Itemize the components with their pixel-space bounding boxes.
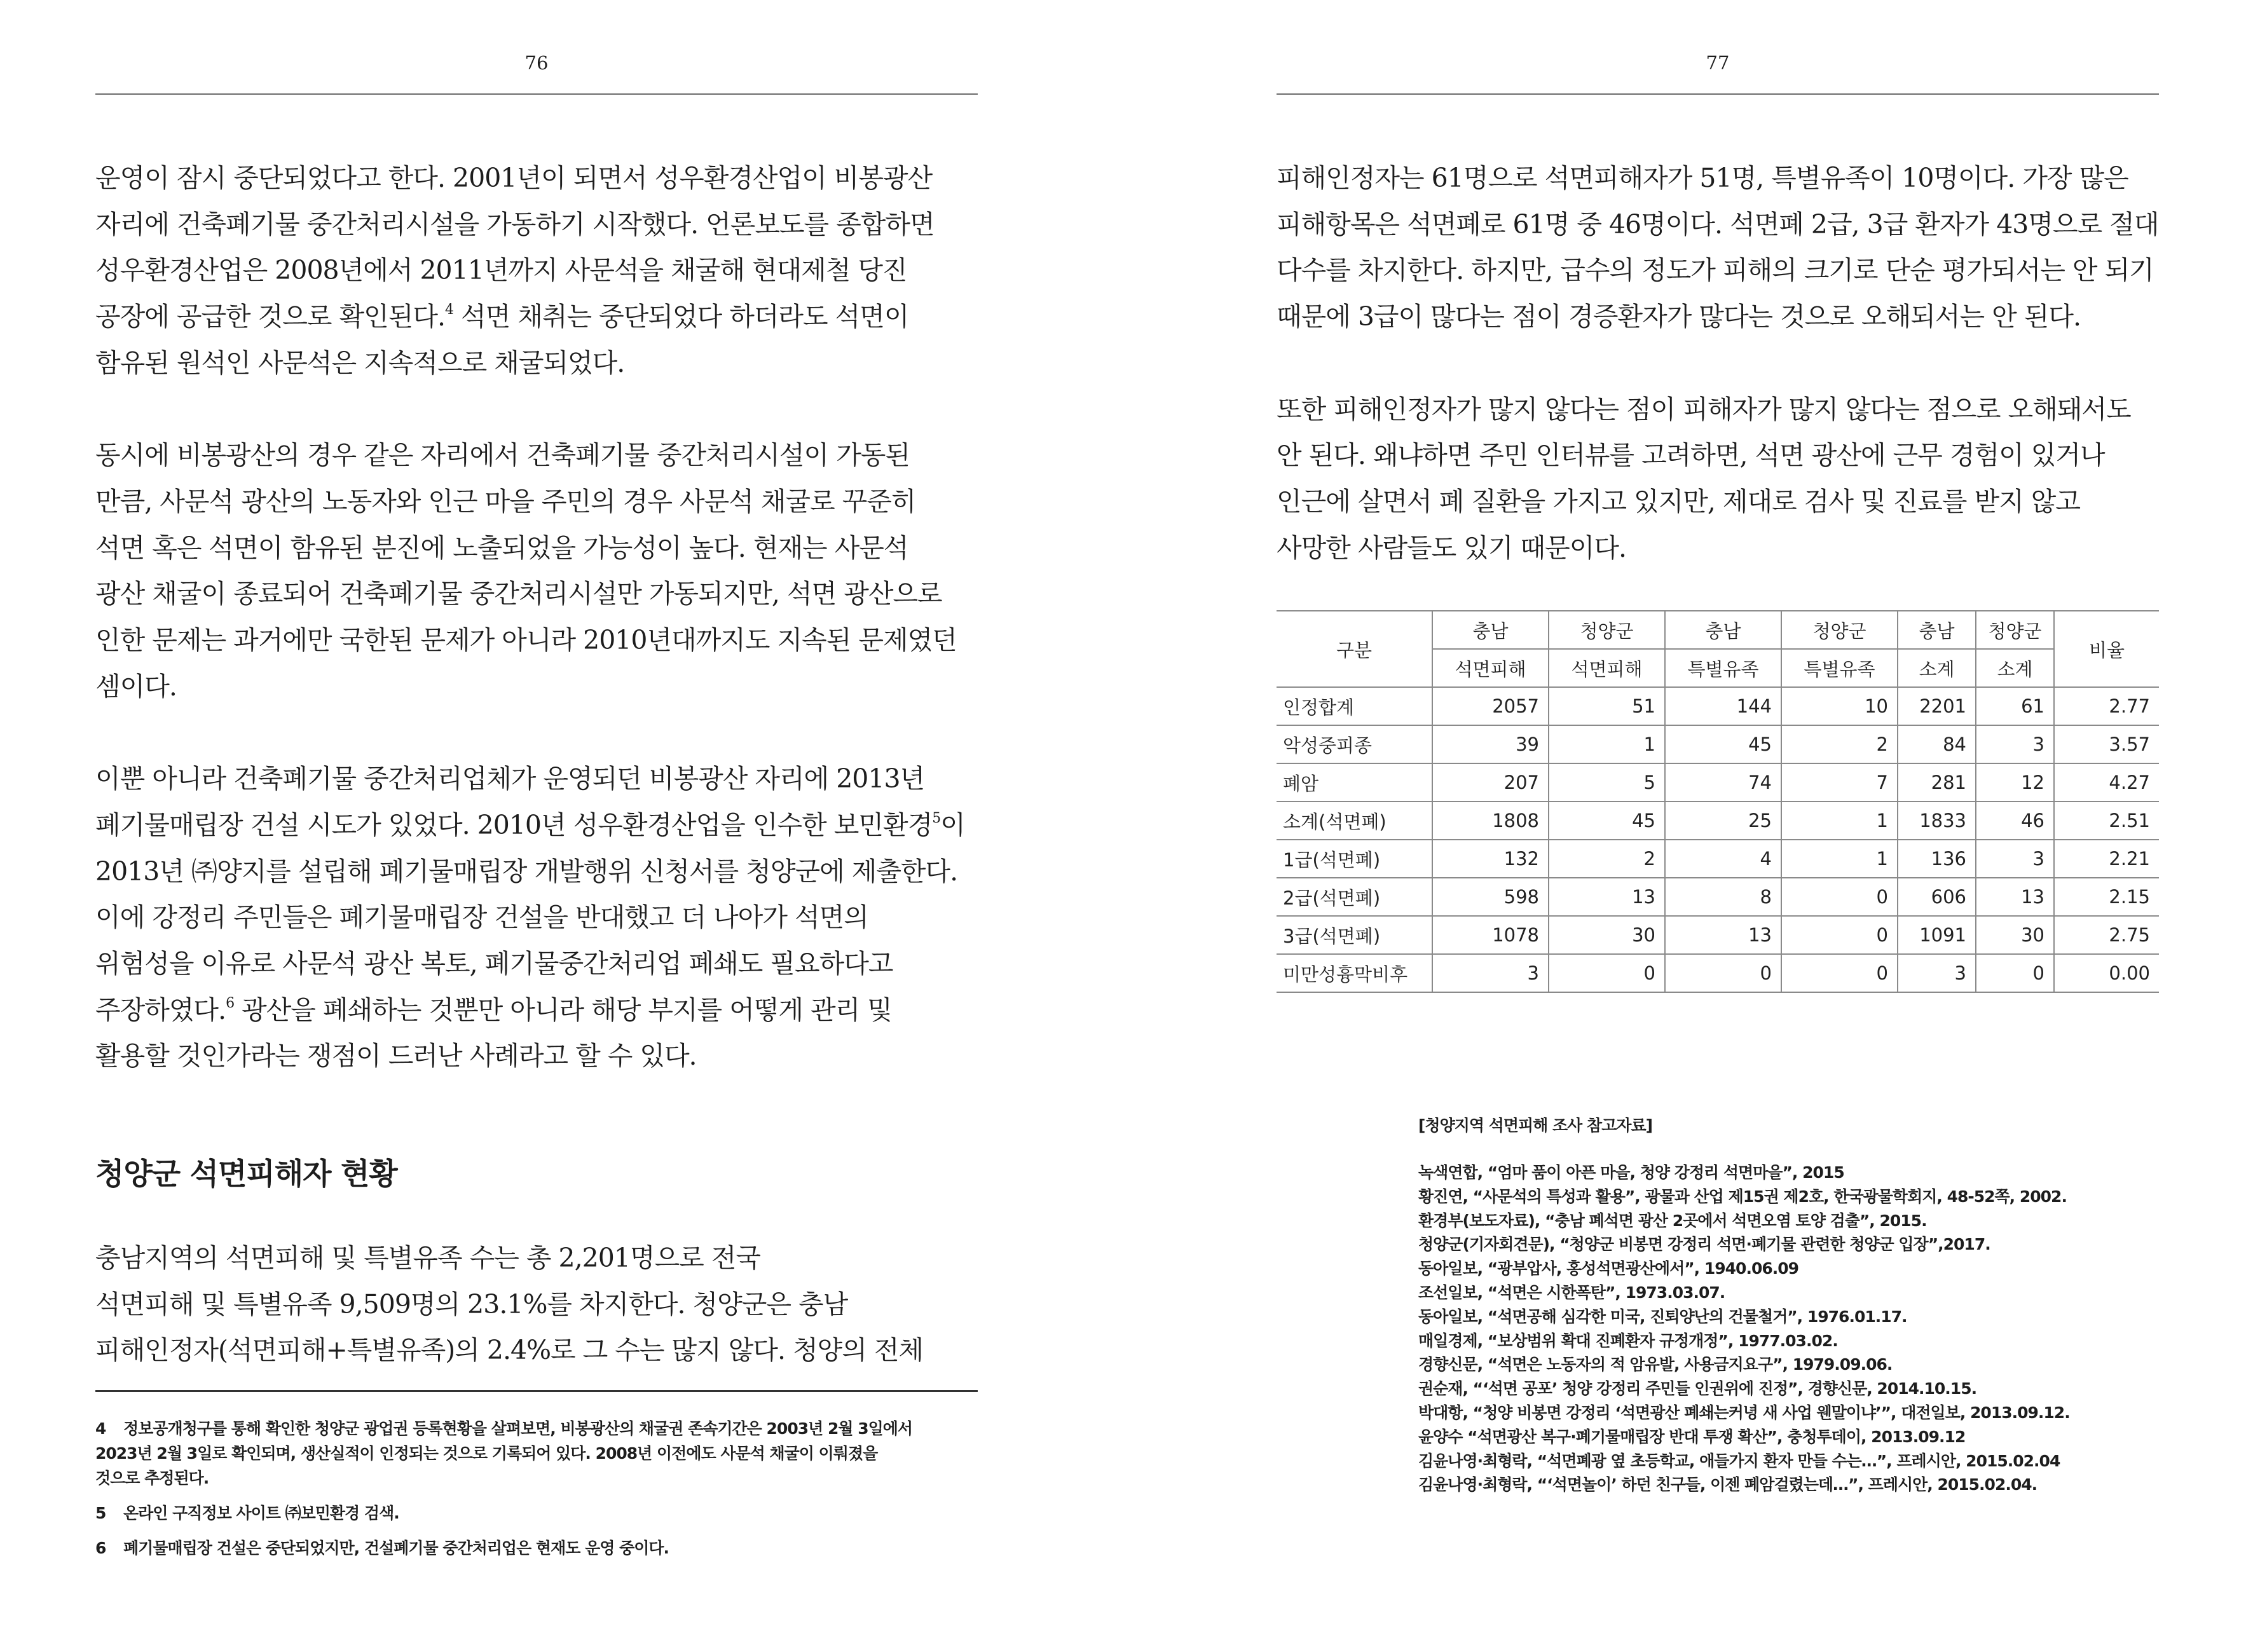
- text-line: 인근에 살면서 폐 질환을 가지고 있지만, 제대로 검사 및 진료를 받지 않고: [1277, 486, 2080, 517]
- table-cell: 2201: [1898, 687, 1976, 725]
- reference-item: 동아일보, “석면공해 심각한 미국, 진퇴양난의 건물철거”, 1976.01.17.: [1418, 1307, 1907, 1326]
- table-cell: 2.15: [2054, 878, 2159, 916]
- footnote-rule: [95, 1390, 978, 1392]
- footnote-number: 6: [95, 1539, 106, 1557]
- page-number: 77: [1706, 52, 1730, 74]
- table-cell: 1078: [1432, 916, 1549, 954]
- column-subheader: 소계: [1976, 649, 2054, 687]
- table-cell: 598: [1432, 878, 1549, 916]
- text-line: 2013년 ㈜양지를 설립해 폐기물매립장 개발행위 신청서를 청양군에 제출한다.: [95, 856, 958, 887]
- text-line: 성우환경산업은 2008년에서 2011년까지 사문석을 채굴해 현대제철 당진: [95, 255, 907, 286]
- footnote-number: 4: [95, 1419, 106, 1438]
- text-line: 주장하였다.$^6$ 광산을 폐쇄하는 것뿐만 아니라 해당 부지를 어떻게 관리 및: [95, 994, 892, 1025]
- table-corner-header: 구분: [1277, 611, 1432, 687]
- footnote: [95, 1501, 985, 1526]
- table-cell: 0.00: [2054, 954, 2159, 992]
- column-header: 청양군: [1549, 611, 1665, 649]
- footnote-marker: 5: [932, 810, 941, 826]
- table-cell: 3: [1432, 954, 1549, 992]
- footnote: [95, 1416, 985, 1491]
- table-cell: 0: [1781, 916, 1898, 954]
- references-block: [1418, 1114, 2070, 1497]
- text-line: 때문에 3급이 많다는 점이 경증환자가 많다는 것으로 오해되서는 안 된다.: [1277, 301, 2081, 332]
- text-line: 피해인정자는 61명으로 석면피해자가 51명, 특별유족이 10명이다. 가장 많은: [1277, 163, 2128, 193]
- table-cell: 1: [1781, 802, 1898, 840]
- column-header: 청양군: [1781, 611, 1898, 649]
- reference-item: 환경부(보도자료), “충남 폐석면 광산 2곳에서 석면오염 토양 검출”, 2015.: [1418, 1211, 1927, 1230]
- text-line: 이뿐 아니라 건축폐기물 중간처리업체가 운영되던 비봉광산 자리에 2013년: [95, 763, 925, 795]
- table-row: [1277, 763, 2159, 802]
- text-line: 활용할 것인가라는 쟁점이 드러난 사례라고 할 수 있다.: [95, 1041, 697, 1072]
- footnote-marker: 6: [226, 995, 235, 1011]
- table-row: [1277, 954, 2159, 992]
- table-cell: 45: [1549, 802, 1665, 840]
- section-heading: 청양군 석면피해자 현황: [95, 1157, 397, 1192]
- table-cell: 5: [1549, 763, 1665, 802]
- text-line: 또한 피해인정자가 많지 않다는 점이 피해자가 많지 않다는 점으로 오해돼서도: [1277, 393, 2131, 425]
- column-header: 충남: [1432, 611, 1549, 649]
- reference-item: 박대항, “청양 비봉면 강정리 ‘석면광산 폐쇄는커녕 새 사업 웬말이냐’”, 대전일보, 2013.09.12.: [1418, 1403, 2070, 1422]
- footnote-text: 2023년 2월 3일로 확인되며, 생산실적이 인정되는 것으로 기록되어 있다. 2008년 이전에도 사문석 채굴이 이뤄졌을: [95, 1444, 878, 1463]
- table-cell: 2: [1549, 840, 1665, 878]
- table-cell: 1808: [1432, 802, 1549, 840]
- column-subheader: 특별유족: [1781, 649, 1898, 687]
- table-cell: 25: [1665, 802, 1781, 840]
- table-cell: 46: [1976, 802, 2054, 840]
- reference-item: 권순재, “‘석면 공포’ 청양 강정리 주민들 인권위에 진정”, 경향신문, 2014.10.15.: [1418, 1379, 1977, 1398]
- row-label: 인정합계: [1277, 687, 1432, 725]
- row-label: 악성중피종: [1277, 725, 1432, 763]
- table-cell: 0: [1781, 954, 1898, 992]
- text-line: 석면 혹은 석면이 함유된 분진에 노출되었을 가능성이 높다. 현재는 사문석: [95, 532, 908, 563]
- reference-item: 김윤나영·최형락, “석면폐광 옆 초등학교, 애들가지 환자 만들 수는…”, 프레시안, 2015.02.04: [1418, 1451, 2060, 1470]
- table-cell: 3: [1976, 725, 2054, 763]
- table-cell: 30: [1976, 916, 2054, 954]
- text-line: 위험성을 이유로 사문석 광산 복토, 폐기물중간처리업 폐쇄도 필요하다고: [95, 948, 893, 979]
- table-cell: 30: [1549, 916, 1665, 954]
- table-cell: 3: [1976, 840, 2054, 878]
- text-line: 석면피해 및 특별유족 9,509명의 23.1%를 차지한다. 청양군은 충남: [95, 1288, 848, 1320]
- text-line: 폐기물매립장 건설 시도가 있었다. 2010년 성우환경산업을 인수한 보민환경$^5$이: [95, 809, 965, 840]
- table-cell: 1: [1781, 840, 1898, 878]
- column-header: 충남: [1665, 611, 1781, 649]
- table-body: [1277, 687, 2159, 992]
- footnote-text: 것으로 추정된다.: [95, 1469, 209, 1487]
- table-cell: 7: [1781, 763, 1898, 802]
- text-line: 안 된다. 왜냐하면 주민 인터뷰를 고려하면, 석면 광산에 근무 경험이 있거나: [1277, 440, 2105, 471]
- table-cell: 2: [1781, 725, 1898, 763]
- text-line: 사망한 사람들도 있기 때문이다.: [1277, 532, 1627, 563]
- reference-item: 김윤나영·최형락, “‘석면놀이’ 하던 친구들, 이젠 폐암걸렸는데…”, 프레시안, 2015.02.04.: [1418, 1475, 2037, 1494]
- table-cell: 8: [1665, 878, 1781, 916]
- text-line: 충남지역의 석면피해 및 특별유족 수는 총 2,201명으로 전국: [95, 1243, 760, 1273]
- text-line: 피해항목은 석면폐로 61명 중 46명이다. 석면폐 2급, 3급 환자가 43명으로 절대: [1277, 208, 2159, 240]
- body-text-block: [95, 1235, 978, 1374]
- table-row: [1277, 878, 2159, 916]
- row-label: 1급(석면폐): [1277, 840, 1432, 878]
- footnotes: [95, 1416, 985, 1571]
- text-line: 피해인정자(석면피해+특별유족)의 2.4%로 그 수는 많지 않다. 청양의 전체: [95, 1335, 924, 1366]
- table-cell: 51: [1549, 687, 1665, 725]
- text-line: 자리에 건축폐기물 중간처리시설을 가동하기 시작했다. 언론보도를 종합하면: [95, 208, 935, 240]
- text-line: 셈이다.: [95, 671, 177, 702]
- reference-item: 녹색연합, “엄마 품이 아픈 마을, 청양 강정리 석면마을”, 2015: [1418, 1163, 1844, 1182]
- footnote-text: 폐기물매립장 건설은 중단되었지만, 건설폐기물 중간처리업은 현재도 운영 중이다.: [123, 1539, 669, 1557]
- table-cell: 61: [1976, 687, 2054, 725]
- footnote-text: 온라인 구직정보 사이트 ㈜보민환경 검색.: [123, 1504, 399, 1522]
- table-cell: 207: [1432, 763, 1549, 802]
- left-page: [95, 0, 978, 1652]
- table-cell: 0: [1781, 878, 1898, 916]
- table-cell: 12: [1976, 763, 2054, 802]
- row-label: 미만성흉막비후: [1277, 954, 1432, 992]
- table-cell: 281: [1898, 763, 1976, 802]
- row-label: 3급(석면폐): [1277, 916, 1432, 954]
- table-cell: 13: [1549, 878, 1665, 916]
- table-cell: 2057: [1432, 687, 1549, 725]
- table-cell: 2.77: [2054, 687, 2159, 725]
- footnote-text: 정보공개청구를 통해 확인한 청양군 광업권 등록현황을 살펴보면, 비봉광산의 채굴권 존속기간은 2003년 2월 3일에서: [123, 1419, 913, 1438]
- right-page: [1277, 0, 2159, 1652]
- table-cell: 1: [1549, 725, 1665, 763]
- page-number: 76: [524, 52, 549, 74]
- footnote-marker: 4: [445, 302, 454, 318]
- table-cell: 132: [1432, 840, 1549, 878]
- column-subheader: 석면피해: [1549, 649, 1665, 687]
- footnote: [95, 1536, 985, 1560]
- table-row: [1277, 840, 2159, 878]
- text-line: 공장에 공급한 것으로 확인된다.$^4$ 석면 채취는 중단되었다 하더라도 석면이: [95, 301, 909, 332]
- table-cell: 1091: [1898, 916, 1976, 954]
- table-cell: 13: [1665, 916, 1781, 954]
- text-line: 동시에 비봉광산의 경우 같은 자리에서 건축폐기물 중간처리시설이 가동된: [95, 440, 910, 471]
- reference-item: 조선일보, “석면은 시한폭탄”, 1973.03.07.: [1418, 1283, 1725, 1302]
- text-line: 광산 채굴이 종료되어 건축폐기물 중간처리시설만 가동되지만, 석면 광산으로: [95, 578, 942, 610]
- column-header: 충남: [1898, 611, 1976, 649]
- table-cell: 84: [1898, 725, 1976, 763]
- column-subheader: 소계: [1898, 649, 1976, 687]
- column-header: 청양군: [1976, 611, 2054, 649]
- table-cell: 2.21: [2054, 840, 2159, 878]
- table-row: [1277, 802, 2159, 840]
- table-cell: 0: [1549, 954, 1665, 992]
- reference-item: 윤양수 “석면광산 복구·폐기물매립장 반대 투쟁 확산”, 충청투데이, 2013.09.12: [1418, 1427, 1966, 1446]
- header-rule: [95, 93, 978, 95]
- reference-item: 동아일보, “광부압사, 홍성석면광산에서”, 1940.06.09: [1418, 1259, 1799, 1278]
- row-label: 폐암: [1277, 763, 1432, 802]
- body-text-block: [95, 155, 978, 1079]
- text-line: 함유된 원석인 사문석은 지속적으로 채굴되었다.: [95, 347, 625, 378]
- ratio-header: 비율: [2054, 611, 2159, 687]
- table-cell: 0: [1976, 954, 2054, 992]
- table-cell: 74: [1665, 763, 1781, 802]
- table-row: [1277, 725, 2159, 763]
- table-cell: 45: [1665, 725, 1781, 763]
- table-row: [1277, 916, 2159, 954]
- text-line: 만큼, 사문석 광산의 노동자와 인근 마을 주민의 경우 사문석 채굴로 꾸준히: [95, 486, 916, 517]
- table-cell: 4.27: [2054, 763, 2159, 802]
- asbestos-victims-table: [1277, 610, 2159, 993]
- table-cell: 0: [1665, 954, 1781, 992]
- table-cell: 4: [1665, 840, 1781, 878]
- column-subheader: 석면피해: [1432, 649, 1549, 687]
- table-cell: 3.57: [2054, 725, 2159, 763]
- footnote-number: 5: [95, 1504, 106, 1522]
- references-list: [1418, 1161, 2070, 1497]
- row-label: 소계(석면폐): [1277, 802, 1432, 840]
- text-line: 다수를 차지한다. 하지만, 급수의 정도가 피해의 크기로 단순 평가되서는 안 되기: [1277, 255, 2154, 286]
- text-line: 이에 강정리 주민들은 폐기물매립장 건설을 반대했고 더 나아가 석면의: [95, 902, 868, 933]
- row-label: 2급(석면폐): [1277, 878, 1432, 916]
- table-cell: 136: [1898, 840, 1976, 878]
- body-text-block: [1277, 155, 2159, 571]
- header-rule: [1277, 93, 2159, 95]
- reference-item: 청양군(기자회견문), “청양군 비봉면 강정리 석면·폐기물 관련한 청양군 입장”,2017.: [1418, 1235, 1990, 1254]
- reference-item: 경향신문, “석면은 노동자의 적 암유발, 사용금지요구”, 1979.09.06.: [1418, 1355, 1893, 1374]
- table-cell: 606: [1898, 878, 1976, 916]
- table-cell: 39: [1432, 725, 1549, 763]
- text-line: 운영이 잠시 중단되었다고 한다. 2001년이 되면서 성우환경산업이 비봉광산: [95, 163, 933, 193]
- reference-item: 매일경제, “보상범위 확대 진폐환자 규정개정”, 1977.03.02.: [1418, 1331, 1838, 1350]
- references-title: [청양지역 석면피해 조사 참고자료]: [1418, 1116, 1653, 1135]
- table-cell: 144: [1665, 687, 1781, 725]
- table-cell: 1833: [1898, 802, 1976, 840]
- table-cell: 2.51: [2054, 802, 2159, 840]
- table-cell: 13: [1976, 878, 2054, 916]
- reference-item: 황진연, “사문석의 특성과 활용”, 광물과 산업 제15권 제2호, 한국광물학회지, 48-52쪽, 2002.: [1418, 1187, 2067, 1206]
- text-line: 인한 문제는 과거에만 국한된 문제가 아니라 2010년대까지도 지속된 문제였던: [95, 625, 957, 656]
- table-row: [1277, 687, 2159, 725]
- table-cell: 3: [1898, 954, 1976, 992]
- table-cell: 10: [1781, 687, 1898, 725]
- column-subheader: 특별유족: [1665, 649, 1781, 687]
- table-cell: 2.75: [2054, 916, 2159, 954]
